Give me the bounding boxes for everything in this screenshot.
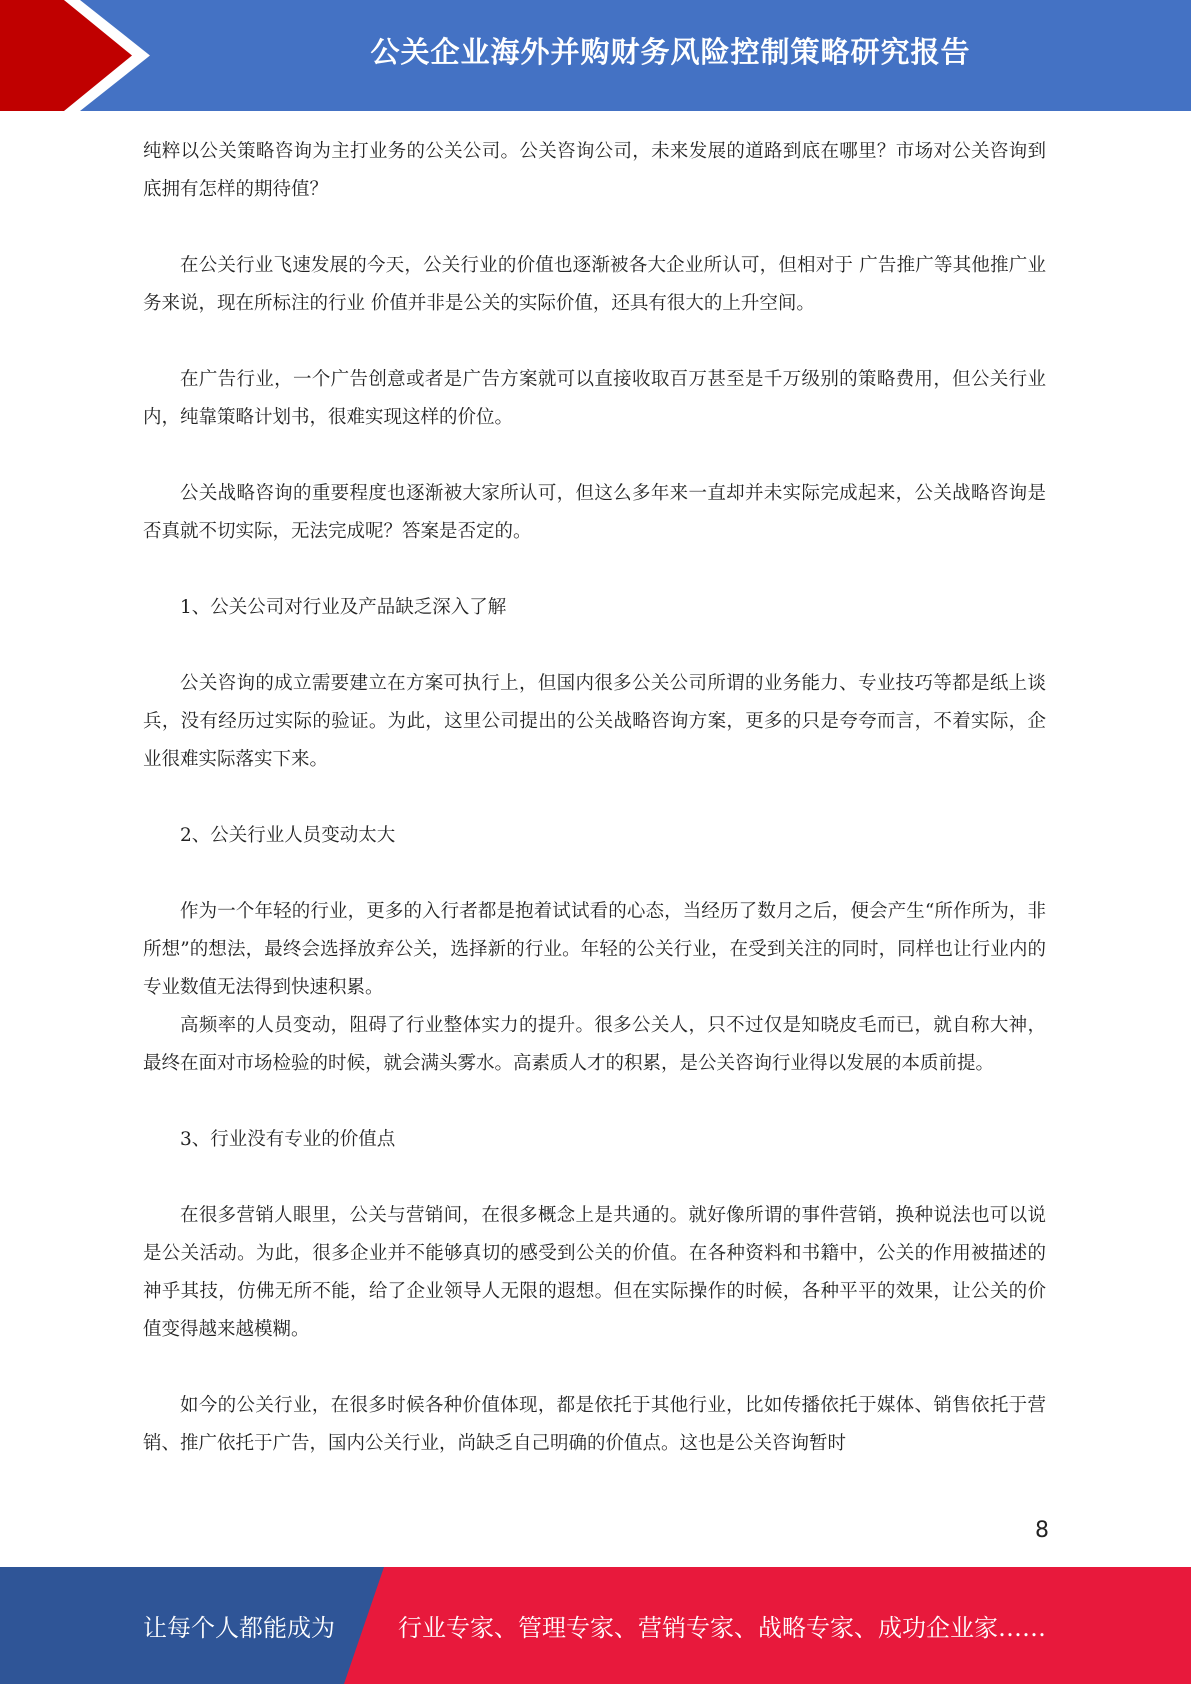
footer-slogan-left: 让每个人都能成为 xyxy=(143,1614,335,1642)
paragraph: 公关战略咨询的重要程度也逐渐被大家所认可，但这么多年来一直却并未实际完成起来，公关战略咨询是否真就不切实际，无法完成呢？答案是否定的。 xyxy=(143,483,1046,542)
page-number: 8 xyxy=(1035,1518,1049,1543)
chevron-logo-icon xyxy=(0,0,150,111)
section-heading: 3、行业没有专业的价值点 xyxy=(180,1129,396,1150)
paragraph: 在公关行业飞速发展的今天，公关行业的价值也逐渐被各大企业所认可，但相对于 广告推广等其他推广业务来说，现在所标注的行业 价值并非是公关的实际价值，还具有很大的上升空间。 xyxy=(143,255,1046,314)
paragraph: 作为一个年轻的行业，更多的入行者都是抱着试试看的心态，当经历了数月之后，便会产生“所作所为，非所想”的想法，最终会选择放弃公关，选择新的行业。年轻的公关行业，在受到关注的同时，同样也让行业内的专业数值无法得到快速积累。 xyxy=(143,901,1046,998)
header-banner xyxy=(0,0,1191,111)
paragraph: 在很多营销人眼里，公关与营销间，在很多概念上是共通的。就好像所谓的事件营销，换种说法也可以说是公关活动。为此，很多企业并不能够真切的感受到公关的价值。在各种资料和书籍中，公关的作用被描述的神乎其技，仿佛无所不能，给了企业领导人无限的遐想。但在实际操作的时候，各种平平的效果，让公关的价值变得越来越模糊。 xyxy=(143,1205,1046,1340)
paragraph: 高频率的人员变动，阻碍了行业整体实力的提升。很多公关人，只不过仅是知晓皮毛而已，就自称大神，最终在面对市场检验的时候，就会满头雾水。高素质人才的积累，是公关咨询行业得以发展的本质前提。 xyxy=(143,1015,1046,1074)
section-heading: 1、公关公司对行业及产品缺乏深入了解 xyxy=(180,597,507,618)
footer-slogan-right: 行业专家、管理专家、营销专家、战略专家、成功企业家…… xyxy=(398,1614,1046,1642)
paragraph: 如今的公关行业，在很多时候各种价值体现，都是依托于其他行业，比如传播依托于媒体、销售依托于营销、推广依托于广告，国内公关行业，尚缺乏自己明确的价值点。这也是公关咨询暂时 xyxy=(143,1395,1046,1454)
paragraph: 在广告行业，一个广告创意或者是广告方案就可以直接收取百万甚至是千万级别的策略费用，但公关行业内，纯靠策略计划书，很难实现这样的价位。 xyxy=(143,369,1046,428)
paragraph: 纯粹以公关策略咨询为主打业务的公关公司。公关咨询公司，未来发展的道路到底在哪里？市场对公关咨询到底拥有怎样的期待值？ xyxy=(143,141,1046,200)
document-title: 公关企业海外并购财务风险控制策略研究报告 xyxy=(370,34,971,69)
document-body xyxy=(143,133,1046,1463)
paragraph: 公关咨询的成立需要建立在方案可执行上，但国内很多公关公司所谓的业务能力、专业技巧等都是纸上谈兵，没有经历过实际的验证。为此，这里公司提出的公关战略咨询方案，更多的只是夸夸而言，不着实际，企业很难实际落实下来。 xyxy=(143,673,1046,770)
footer-banner xyxy=(0,1567,1191,1684)
section-heading: 2、公关行业人员变动太大 xyxy=(180,825,396,846)
